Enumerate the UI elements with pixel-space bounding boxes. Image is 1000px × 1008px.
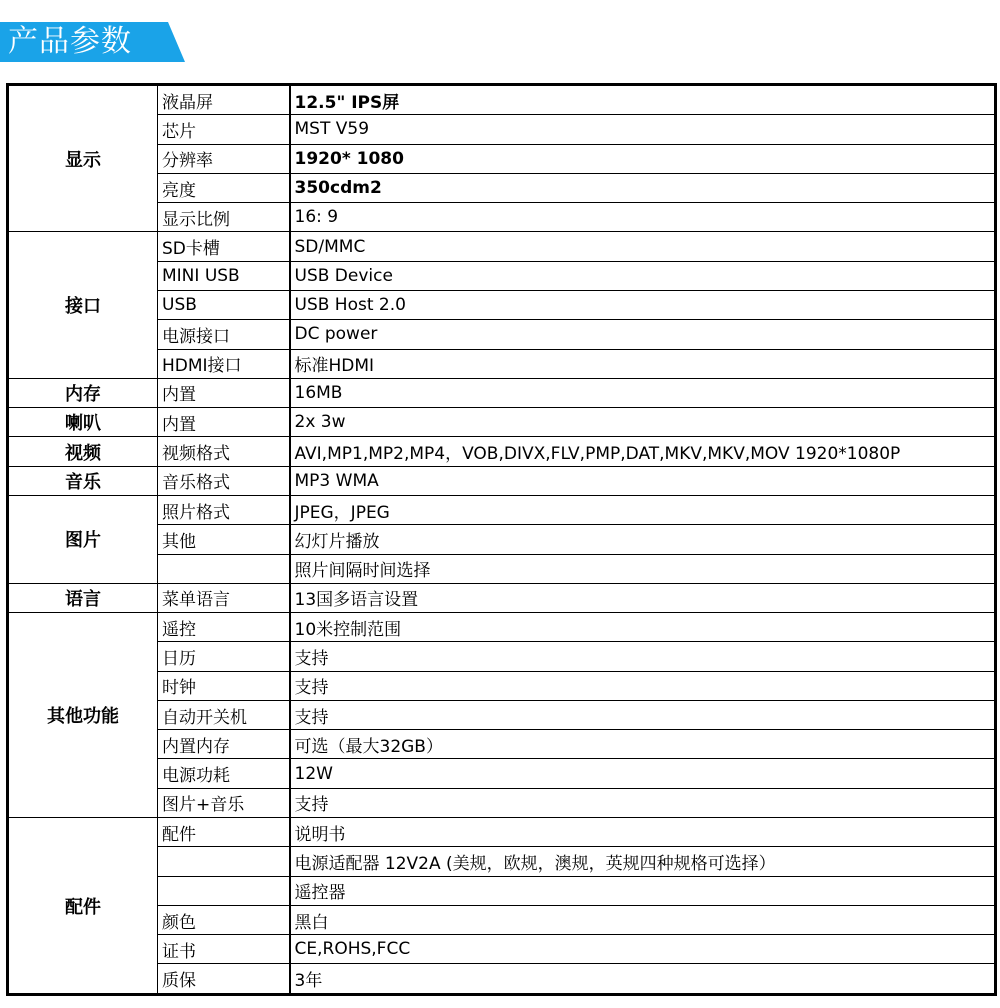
spec-value-cell: DC power (290, 320, 996, 349)
spec-table (6, 83, 997, 996)
spec-key-cell: 芯片 (158, 115, 290, 144)
spec-value-cell: 16: 9 (290, 203, 996, 232)
spec-value-cell: 标准HDMI (290, 349, 996, 378)
spec-key-cell: 颜色 (158, 905, 290, 934)
spec-key-cell: 自动开关机 (158, 700, 290, 729)
spec-key-cell: 配件 (158, 818, 290, 847)
spec-key-cell: 电源接口 (158, 320, 290, 349)
category-cell: 喇叭 (8, 408, 158, 437)
table-row (8, 613, 996, 642)
spec-value-cell: 支持 (290, 788, 996, 817)
spec-value-cell: MST V59 (290, 115, 996, 144)
spec-key-cell: 电源功耗 (158, 759, 290, 788)
spec-key-cell: 显示比例 (158, 203, 290, 232)
spec-value-cell: 12W (290, 759, 996, 788)
table-row (8, 232, 996, 261)
table-row (8, 818, 996, 847)
table-row (8, 85, 996, 115)
spec-key-cell: 时钟 (158, 671, 290, 700)
spec-value-cell: JPEG，JPEG (290, 495, 996, 524)
spec-value-cell: 3年 (290, 964, 996, 995)
spec-key-cell: 液晶屏 (158, 85, 290, 115)
spec-key-cell: 图片+音乐 (158, 788, 290, 817)
spec-value-cell: MP3 WMA (290, 466, 996, 495)
spec-value-cell: 幻灯片播放 (290, 525, 996, 554)
spec-value-cell: 说明书 (290, 818, 996, 847)
spec-key-cell (158, 554, 290, 583)
spec-key-cell (158, 847, 290, 876)
category-cell: 音乐 (8, 466, 158, 495)
spec-key-cell (158, 876, 290, 905)
category-cell: 语言 (8, 583, 158, 612)
spec-key-cell: 日历 (158, 642, 290, 671)
spec-key-cell: 遥控 (158, 613, 290, 642)
spec-key-cell: HDMI接口 (158, 349, 290, 378)
spec-key-cell: 内置内存 (158, 730, 290, 759)
category-cell: 视频 (8, 437, 158, 466)
table-row (8, 378, 996, 407)
table-row (8, 408, 996, 437)
spec-key-cell: 音乐格式 (158, 466, 290, 495)
table-row (8, 583, 996, 612)
spec-key-cell: 视频格式 (158, 437, 290, 466)
spec-value-cell: 13国多语言设置 (290, 583, 996, 612)
spec-key-cell: SD卡槽 (158, 232, 290, 261)
spec-value-cell: 350cdm2 (290, 173, 996, 202)
spec-value-cell: SD/MMC (290, 232, 996, 261)
spec-key-cell: 证书 (158, 935, 290, 964)
section-banner (0, 22, 185, 62)
spec-value-cell: 支持 (290, 642, 996, 671)
category-cell: 其他功能 (8, 613, 158, 818)
spec-value-cell: 支持 (290, 671, 996, 700)
spec-value-cell: USB Host 2.0 (290, 290, 996, 319)
category-cell: 显示 (8, 85, 158, 232)
spec-value-cell: CE,ROHS,FCC (290, 935, 996, 964)
table-row (8, 437, 996, 466)
spec-value-cell: 遥控器 (290, 876, 996, 905)
spec-value-cell: 10米控制范围 (290, 613, 996, 642)
spec-table-body (8, 85, 996, 995)
spec-value-cell: 2x 3w (290, 408, 996, 437)
spec-key-cell: USB (158, 290, 290, 319)
spec-value-cell: 可选（最大32GB） (290, 730, 996, 759)
spec-value-cell: USB Device (290, 261, 996, 290)
spec-value-cell: 支持 (290, 700, 996, 729)
spec-value-cell: 12.5" IPS屏 (290, 85, 996, 115)
page-title: 产品参数 (8, 24, 132, 59)
spec-key-cell: 照片格式 (158, 495, 290, 524)
spec-key-cell: 菜单语言 (158, 583, 290, 612)
spec-key-cell: 内置 (158, 408, 290, 437)
spec-key-cell: 分辨率 (158, 144, 290, 173)
spec-key-cell: 亮度 (158, 173, 290, 202)
category-cell: 图片 (8, 495, 158, 583)
spec-value-cell: 黑白 (290, 905, 996, 934)
spec-key-cell: 其他 (158, 525, 290, 554)
category-cell: 配件 (8, 818, 158, 995)
spec-key-cell: 质保 (158, 964, 290, 995)
spec-value-cell: 1920* 1080 (290, 144, 996, 173)
category-cell: 接口 (8, 232, 158, 378)
spec-key-cell: 内置 (158, 378, 290, 407)
spec-value-cell: 照片间隔时间选择 (290, 554, 996, 583)
spec-value-cell: 电源适配器 12V2A (美规，欧规，澳规，英规四种规格可选择） (290, 847, 996, 876)
table-row (8, 466, 996, 495)
spec-value-cell: AVI,MP1,MP2,MP4，VOB,DIVX,FLV,PMP,DAT,MKV,MKV,MOV 1920*1080P (290, 437, 996, 466)
table-row (8, 495, 996, 524)
spec-value-cell: 16MB (290, 378, 996, 407)
category-cell: 内存 (8, 378, 158, 407)
spec-key-cell: MINI USB (158, 261, 290, 290)
